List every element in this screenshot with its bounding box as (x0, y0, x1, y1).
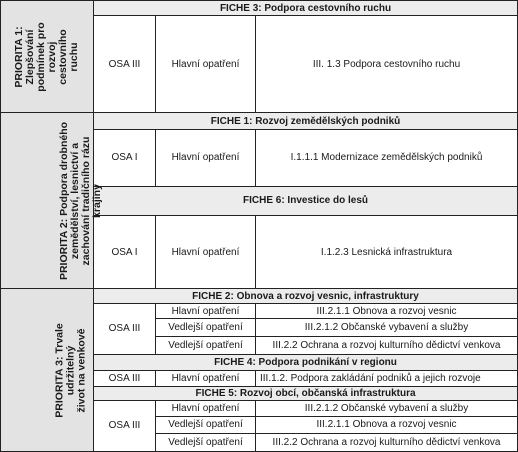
measure-type-cell: Vedlejší opatření (156, 416, 256, 433)
priority-1-cell (1, 1, 94, 113)
priority-1-label: PRIORITA 1: Zlepšování podmínek pro rozvoj cestovního ruchu (13, 22, 80, 92)
priority-3-label: PRIORITA 3: Trvale udržitelný život na venkově (53, 322, 88, 418)
measure-cell: III.2.1.1 Obnova a rozvoj vesnic (256, 304, 518, 319)
osa-cell: OSA I (94, 129, 156, 186)
fiche-header: FICHE 1: Rozvoj zemědělských podniků (94, 113, 518, 129)
osa-cell: OSA I (94, 215, 156, 288)
fiche-header: FICHE 6: Investice do lesů (94, 186, 518, 215)
measure-type-cell: Hlavní opatření (156, 129, 256, 186)
measure-type-cell: Vedlejší opatření (156, 319, 256, 337)
osa-cell: OSA III (94, 400, 156, 451)
measure-type-cell: Vedlejší opatření (156, 337, 256, 354)
measure-type-cell: Hlavní opatření (156, 16, 256, 113)
measure-cell: III.2.1.1 Obnova a rozvoj vesnic (256, 416, 518, 433)
measure-type-cell: Hlavní opatření (156, 400, 256, 416)
fiche-header: FICHE 4: Podpora podnikání v regionu (94, 354, 518, 370)
priority-2-cell (1, 113, 103, 289)
priority-3-cell (1, 289, 94, 452)
fiche-header: FICHE 5: Rozvoj obcí, občanská infrastruktura (94, 386, 518, 400)
osa-cell: OSA III (94, 370, 156, 386)
measure-cell: III.2.2 Ochrana a rozvoj kulturního dědictví venkova (256, 433, 518, 451)
priority-2-label: PRIORITA 2: Podpora drobného zemědělství, lesnictví a zachování tradičního rázu krajiny (58, 121, 103, 280)
measure-cell: III. 1.3 Podpora cestovního ruchu (256, 16, 518, 113)
osa-cell: OSA III (94, 16, 156, 113)
measure-type-cell: Hlavní opatření (156, 370, 256, 386)
measure-cell: III.2.1.2 Občanské vybavení a služby (256, 319, 518, 337)
measure-cell: III.2.2 Ochrana a rozvoj kulturního dědictví venkova (256, 337, 518, 354)
osa-cell: OSA III (94, 304, 156, 354)
measure-type-cell: Hlavní opatření (156, 304, 256, 319)
measure-type-cell: Hlavní opatření (156, 215, 256, 288)
measure-type-cell: Vedlejší opatření (156, 433, 256, 451)
measure-cell: I.1.2.3 Lesnická infrastruktura (256, 215, 518, 288)
measure-cell: I.1.1.1 Modernizace zemědělských podniků (256, 129, 518, 186)
measure-cell: III.2.1.2 Občanské vybavení a služby (256, 400, 518, 416)
measure-cell: III.1.2. Podpora zakládání podniků a jejich rozvoje (256, 370, 518, 386)
fiche-header: FICHE 3: Podpora cestovního ruchu (94, 1, 518, 16)
fiche-header: FICHE 2: Obnova a rozvoj vesnic, infrastruktury (94, 289, 518, 304)
